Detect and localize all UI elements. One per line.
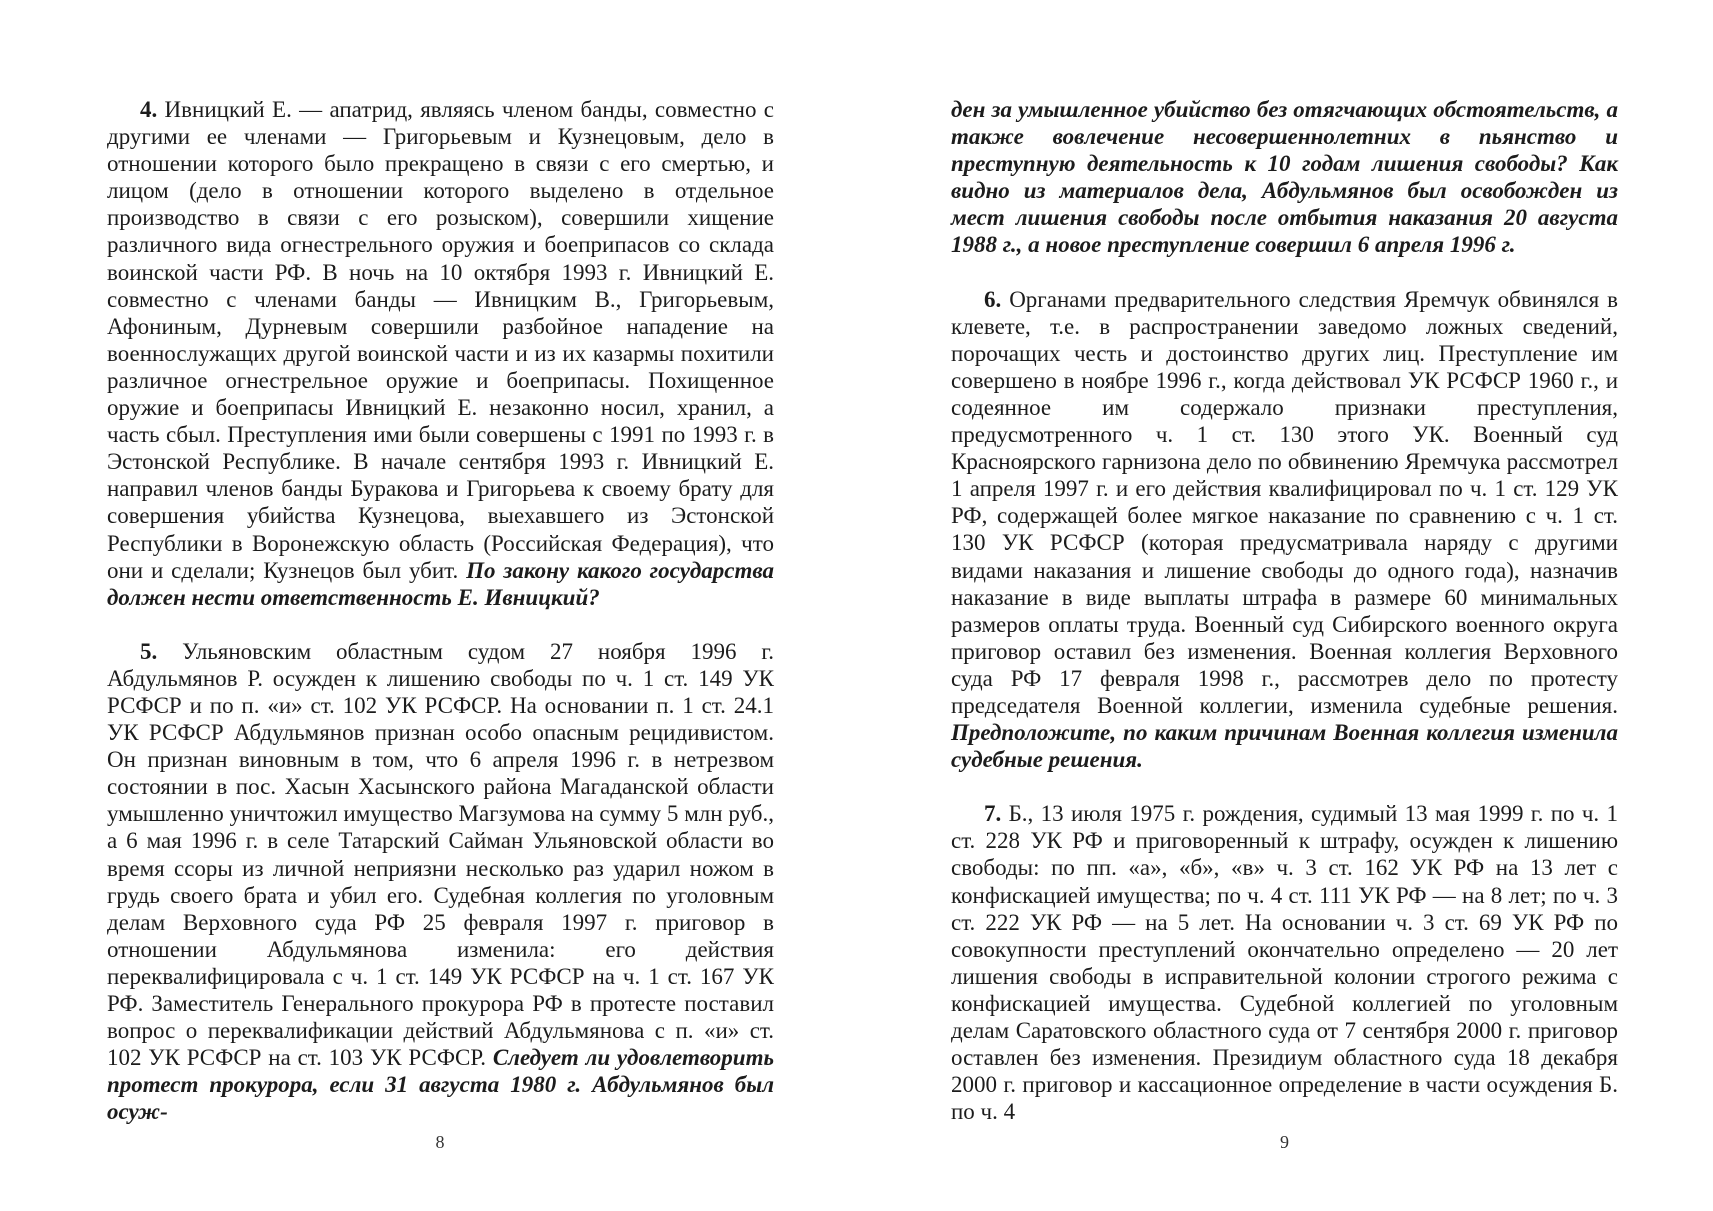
right-page-text xyxy=(951,96,1618,1125)
problem-text: Ивницкий Е. — апатрид, являясь членом банды, совместно с другими ее членами — Григорьевым и Кузнецовым, дело в отношении которого было прекращено в связи с его смертью, и лицом (дело в отношении которого выделено в отдельное производство в связи с его розыском), совершили хищение различного вида огнестрельного оружия и боеприпасов со склада воинской части РФ. В ночь на 10 октября 1993 г. Ивницкий Е. совместно с членами банды — Ивницким В., Григорьевым, Афониным, Дурневым совершили разбойное нападение на военнослужащих другой воинской части и из их казармы похитили различное огнестрельное оружие и боеприпасы. Похищенное оружие и боеприпасы Ивницкий Е. незаконно носил, хранил, а часть сбыл. Преступления ими были совершены с 1991 по 1993 г. в Эстонской Республике. В начале сентября 1993 г. Ивницкий Е. направил членов банды Буракова и Григорьева к своему брату для совершения убийства Кузнецова, выехавшего из Эстонской Республики в Воронежскую область (Российская Федерация), что они и сделали; Кузнецов был убит. xyxy=(107,97,774,583)
problem-6 xyxy=(951,286,1618,774)
problem-number: 4. xyxy=(140,97,158,122)
page-number: 9 xyxy=(1280,1132,1289,1152)
paragraph-gap xyxy=(107,611,774,638)
problem-number: 5. xyxy=(140,638,158,664)
left-page-text xyxy=(107,96,774,1125)
problem-question: Предположите, по каким причинам Военная коллегия изменила судебные решения. xyxy=(951,720,1618,773)
problem-question: По закону какого государства должен нести ответственность Е. Ивницкий? xyxy=(107,557,774,610)
problem-5-continuation: ден за умышленное убийство без отягчающих обстоятельств, а также вовлечение несовершеннолетних в пьянство и преступную деятельность к 10 годам лишения свободы? Как видно из материалов дела, Абдульмянов был освобожден из мест лишения свободы после отбытия наказания 20 августа 1988 г., а новое преступление совершил 6 апреля 1996 г. xyxy=(951,97,1618,258)
problem-number: 6. xyxy=(984,286,1002,312)
problem-text: Б., 13 июля 1975 г. рождения, судимый 13 мая 1999 г. по ч. 1 ст. 228 УК РФ и приговоренный к штрафу, осужден к лишению свободы: по пп. «а», «б», «в» ч. 3 ст. 162 УК РФ на 13 лет с конфискацией имущества; по ч. 4 ст. 111 УК РФ — на 8 лет; по ч. 3 ст. 222 УК РФ — на 5 лет. На основании ч. 3 ст. 69 УК РФ по совокупности преступлений окончательно определено — 20 лет лишения свободы в исправительной колонии строгого режима с конфискацией имущества. Судебной коллегией по уголовным делам Саратовского областного суда от 7 сентября 2000 г. приговор оставлен без изменения. Президиум областного суда 18 декабря 2000 г. приговор и кассационное определение в части осуждения Б. по ч. 4 xyxy=(951,801,1618,1125)
right-page xyxy=(856,0,1713,1211)
paragraph-gap xyxy=(951,773,1618,800)
left-page xyxy=(0,0,856,1211)
page-number: 8 xyxy=(435,1132,445,1152)
paragraph-gap xyxy=(951,259,1618,286)
problem-text: Ульяновским областным судом 27 ноября 1996 г. Абдульмянов Р. осужден к лишению свободы по ч. 1 ст. 149 УК РСФСР и по п. «и» ст. 102 УК РСФСР. На основании п. 1 ст. 24.1 УК РСФСР Абдульмянов признан особо опасным рецидивистом. Он признан виновным в том, что 6 апреля 1996 г. в нетрезвом состоянии в пос. Хасын Хасынского района Магаданской области умышленно уничтожил имущество Магзумова на сумму 5 млн руб., а 6 мая 1996 г. в селе Татарский Сайман Ульяновской области во время ссоры из личной неприязни несколько раз ударил ножом в грудь своего брата и убил его. Судебная коллегия по уголовным делам Верховного суда РФ 25 февраля 1997 г. приговор в отношении Абдульмянова изменила: его действия переквалифицировала с ч. 1 ст. 149 УК РСФСР на ч. 1 ст. 167 УК РФ. Заместитель Генерального прокурора РФ в протесте поставил вопрос о переквалификации действий Абдульмянова с п. «и» ст. 102 УК РСФСР на ст. 103 УК РСФСР. xyxy=(107,638,774,1071)
problem-7 xyxy=(951,800,1618,1125)
problem-4 xyxy=(107,96,774,611)
problem-number: 7. xyxy=(984,801,1002,827)
problem-question: Следует ли удовлетворить протест прокурора, если 31 августа 1980 г. Абдульмянов был осуж- xyxy=(107,1045,775,1125)
problem-5 xyxy=(107,638,774,1126)
problem-text: Органами предварительного следствия Яремчук обвинялся в клевете, т.е. в распространении заведомо ложных сведений, порочащих честь и достоинство других лиц. Преступление им совершено в ноябре 1996 г., когда действовал УК РСФСР 1960 г., и содеянное им содержало признаки преступления, предусмотренного ч. 1 ст. 130 этого УК. Военный суд Красноярского гарнизона дело по обвинению Яремчука рассмотрел 1 апреля 1997 г. и его действия квалифицировал по ч. 1 ст. 129 УК РФ, содержащей более мягкое наказание по сравнению с ч. 1 ст. 130 УК РСФСР (которая предусматривала наряду с другими видами наказания и лишение свободы до одного года), назначив наказание в виде выплаты штрафа в размере 60 минимальных размеров оплаты труда. Военный суд Сибирского военного округа приговор оставил без изменения. Военная коллегия Верховного суда РФ 17 февраля 1998 г., рассмотрев дело по протесту председателя Военной коллегии, изменила судебные решения. xyxy=(951,286,1618,718)
